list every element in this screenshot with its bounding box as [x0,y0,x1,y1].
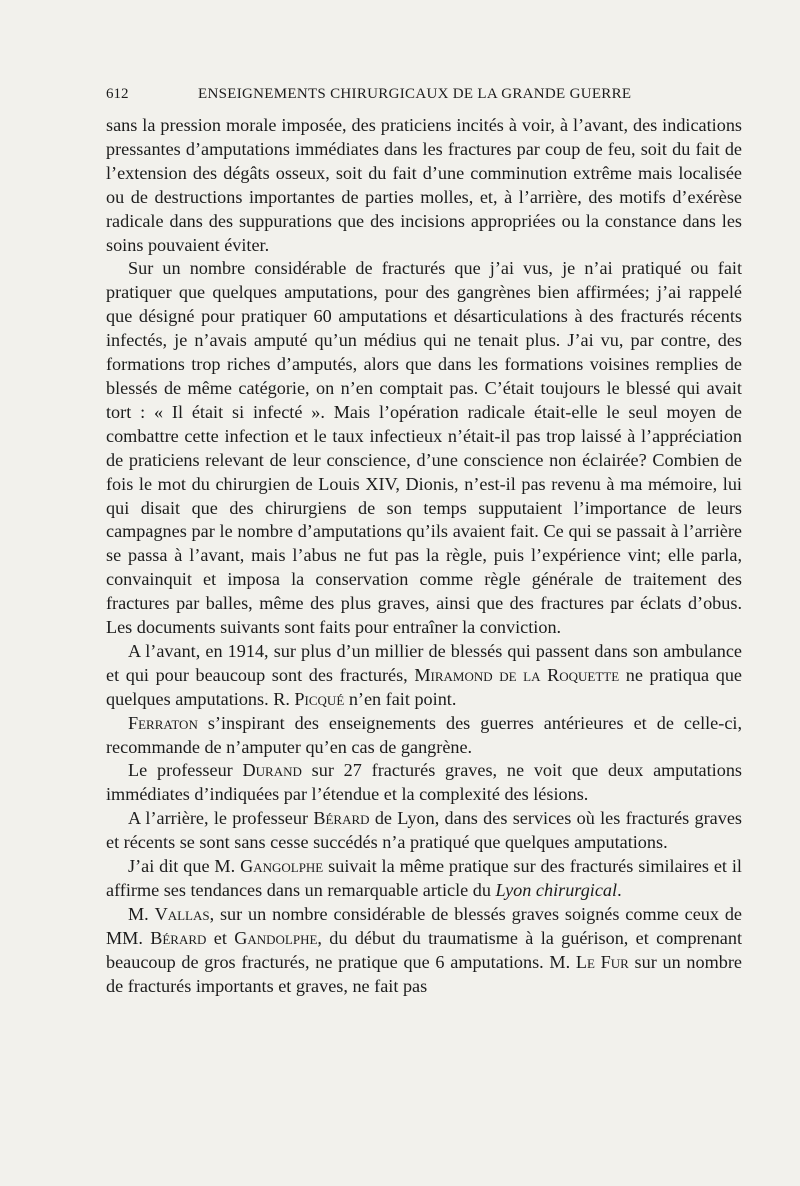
author-name: Gandolphe [234,927,318,948]
text-run: J’ai dit que M. [128,856,241,877]
author-name: Bérard [150,927,207,948]
paragraph-6 [106,807,742,855]
author-name: Le Fur [575,951,629,972]
text-run: , du début du traumatisme à la guérison, et comprenant beaucoup de gros fracturés, ne pratique que 6 amputations. M. [106,927,742,972]
body-text [106,114,742,999]
paragraph-3 [106,640,742,712]
author-name: Picqué [294,688,345,709]
author-name: Gangolphe [240,856,324,877]
text-run: A l’arrière, le professeur [128,808,314,829]
page-number: 612 [106,86,129,102]
text-run: A l’avant, en 1914, sur plus d’un millier de blessés qui passent dans son ambulance et qui pour beaucoup sont des fracturés, [106,640,742,685]
author-name: Vallas [154,903,210,924]
paragraph-7 [106,855,742,903]
paragraph-5 [106,759,742,807]
author-name: Miramond de la Roquette [414,664,620,685]
paragraph-2: Sur un nombre considérable de fracturés que j’ai vus, je n’ai pratiqué ou fait pratiquer que quelques amputations, pour des gangrènes bien affirmées; j’ai rappelé que désigné pour pratiquer 60 amputations et désarticulations à des fracturés récents infectés, je n’avais amputé qu’un médius qui ne tenait plus. J’ai vu, par contre, des formations trop riches d’amputés, alors que dans les formations voisines remplies de blessés de même catégorie, on n’en comptait pas. C’était toujours le blessé qui avait tort : « Il était si infecté ». Mais l’opération radicale était-elle le seul moyen de combattre cette infection et le taux infectieux n’était-il pas trop laissé à l’appréciation de praticiens relevant de leur conscience, d’une conscience non éclairée? Combien de fois le mot du chirurgien de Louis XIV, Dionis, n’est-il pas revenu à ma mémoire, lui qui disait que des chirurgiens de son temps supputaient l’importance de leurs campagnes par le nombre d’amputations qu’ils avaient fait. Ce qui se passait à l’arrière se passa à l’avant, mais l’abus ne fut pas la règle, puis l’expérience vint; elle parla, convainquit et imposa la conservation comme règle générale de traitement des fractures par balles, même des plus graves, ainsi que des fractures par éclats d’obus. Les documents suivants sont faits pour entraîner la conviction. [106,258,742,638]
paragraph-1: sans la pression morale imposée, des praticiens incités à voir, à l’avant, des indications pressantes d’amputations immédiates dans les fractures par coup de feu, soit du fait de l’extension des dégâts osseux, soit du fait d’une comminution extrême mais localisée ou de destructions importantes de parties molles, et, à l’arrière, des motifs d’exérèse radicale dans des suppurations que des incisions appropriées ou la constance dans les soins pouvaient éviter. [106,115,742,255]
text-run: sur 27 fracturés graves, ne voit que deux amputations immédiates d’indiquées par l’étendue et la complexité des lésions. [106,760,742,805]
text-run: sur un nombre de fracturés importants et graves, ne fait pas [106,951,742,996]
text-run: et [206,927,235,948]
text-run: ne pratiqua que quelques amputations. R. [106,664,742,709]
author-name: Bérard [313,808,370,829]
text-run: de Lyon, dans des services où les fracturés graves et récents se sont sans cesse succédés n’a pratiqué que quelques amputations. [106,808,742,853]
text-run: , sur un nombre considérable de blessés graves soignés comme ceux de MM. [106,903,742,948]
text-run: suivait la même pratique sur des fracturés similaires et il affirme ses tendances dans un remarquable article du [106,856,742,900]
running-header [106,86,742,108]
author-name: Ferraton [128,712,198,733]
author-name: Durand [242,760,302,781]
journal-title: Lyon chirurgical [495,880,618,900]
text-run: M. [128,903,155,924]
running-title: ENSEIGNEMENTS CHIRURGICAUX DE LA GRANDE GUERRE [198,86,632,102]
paragraph-4 [106,712,742,760]
text-run: n’en fait point. [344,688,457,709]
text-run: s’inspirant des enseignements des guerres antérieures et de celle-ci, recommande de n’amputer qu’en cas de gangrène. [106,712,742,757]
text-run: . [617,880,622,900]
text-run: Le professeur [128,760,243,781]
paragraph-8 [106,903,742,999]
